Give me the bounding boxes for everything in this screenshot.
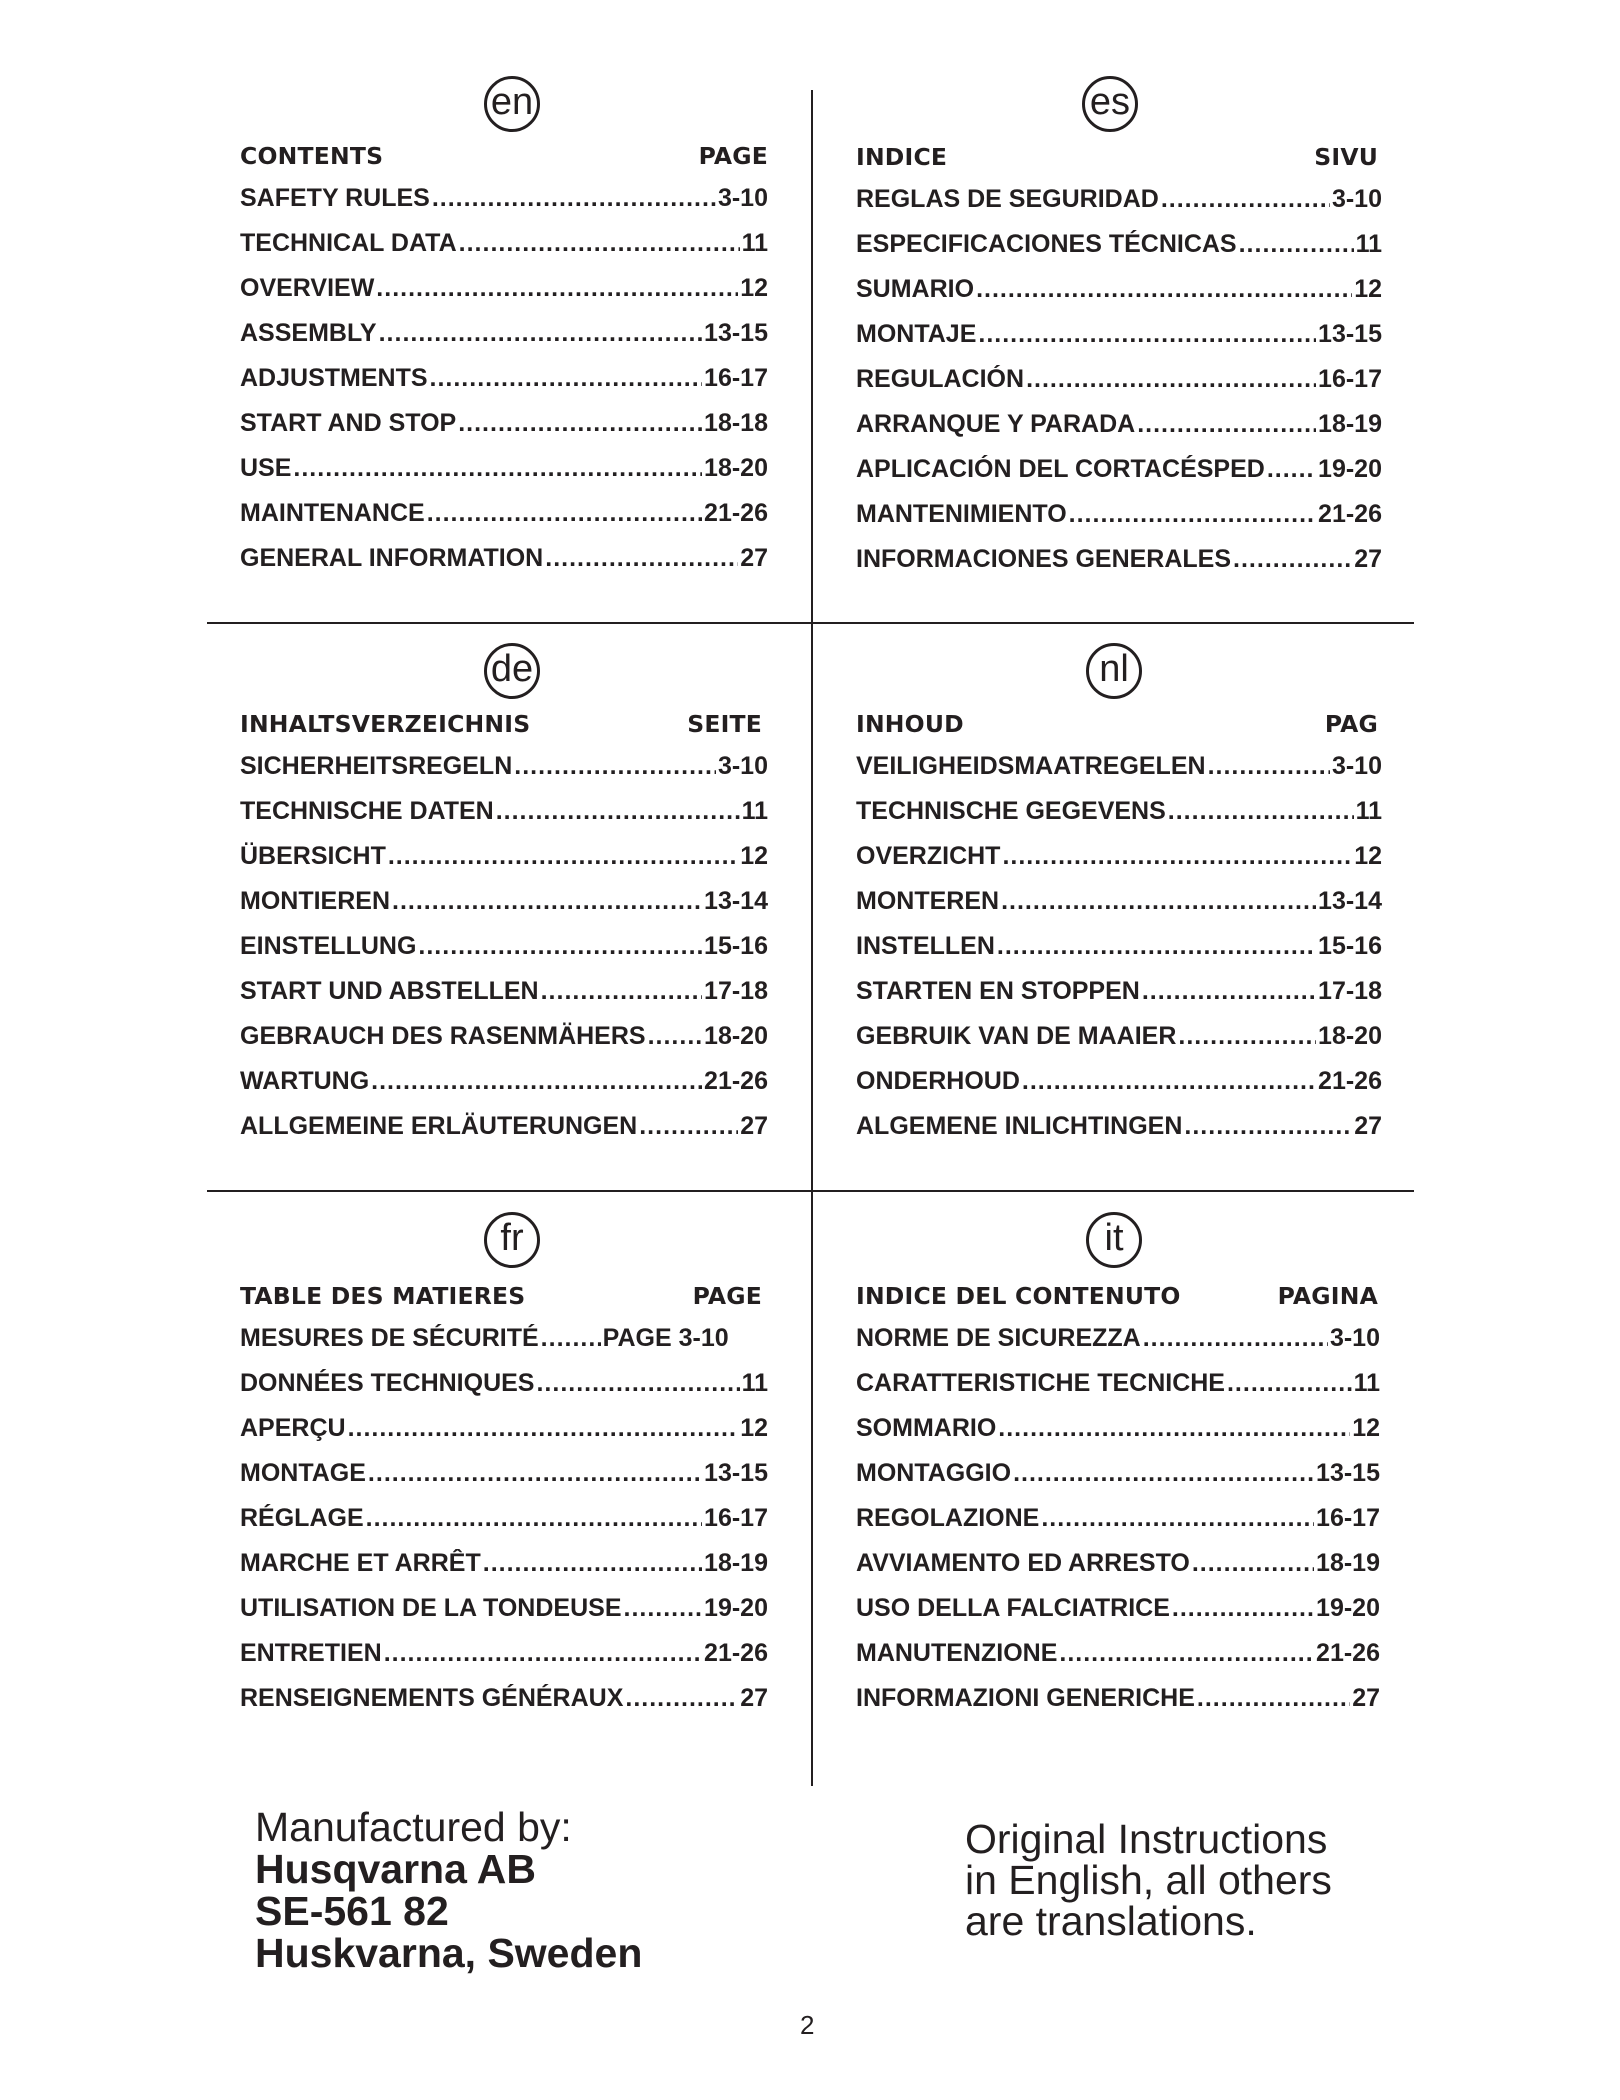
toc-entries bbox=[240, 184, 768, 589]
language-badge-it-icon: it bbox=[1086, 1212, 1142, 1268]
toc-entry: EINSTELLUNG ..... 15-16 bbox=[240, 932, 768, 977]
toc-entry: ÜBERSICHT ..... 12 bbox=[240, 842, 768, 887]
toc-entries bbox=[856, 752, 1382, 1157]
language-badge-nl-icon: nl bbox=[1086, 643, 1142, 699]
toc-entry: ESPECIFICACIONES TÉCNICAS ..... 11 bbox=[856, 230, 1382, 275]
toc-entry: RÉGLAGE ..... 16-17 bbox=[240, 1504, 768, 1549]
manufacturer-label: Manufactured by: bbox=[255, 1804, 572, 1850]
toc-entry: AVVIAMENTO ED ARRESTO ..... 18-19 bbox=[856, 1549, 1380, 1594]
toc-page-label: PAGINA bbox=[1277, 1282, 1378, 1310]
note-line-3: are translations. bbox=[965, 1898, 1257, 1944]
language-badge-es-icon: es bbox=[1082, 76, 1138, 132]
toc-page-label: SIVU bbox=[1314, 143, 1378, 171]
toc-entry: USO DELLA FALCIATRICE ..... 19-20 bbox=[856, 1594, 1380, 1639]
toc-entry: ENTRETIEN ..... 21-26 bbox=[240, 1639, 768, 1684]
toc-entry: START AND STOP ..... 18-18 bbox=[240, 409, 768, 454]
toc-entry: ADJUSTMENTS ..... 16-17 bbox=[240, 364, 768, 409]
toc-entries bbox=[856, 185, 1382, 590]
toc-entry: RENSEIGNEMENTS GÉNÉRAUX ..... 27 bbox=[240, 1684, 768, 1729]
toc-page-label: SEITE bbox=[687, 710, 762, 738]
toc-entry: MAINTENANCE ..... 21-26 bbox=[240, 499, 768, 544]
toc-page-label: PAGE bbox=[692, 1282, 762, 1310]
toc-entry: UTILISATION DE LA TONDEUSE ..... 19-20 bbox=[240, 1594, 768, 1639]
toc-section-es bbox=[856, 76, 1384, 596]
toc-title: CONTENTS bbox=[240, 142, 384, 170]
toc-entry: ALLGEMEINE ERLÄUTERUNGEN ..... 27 bbox=[240, 1112, 768, 1157]
toc-entry: GEBRUIK VAN DE MAAIER ..... 18-20 bbox=[856, 1022, 1382, 1067]
toc-section-en bbox=[240, 76, 768, 596]
toc-section-it bbox=[856, 1212, 1384, 1732]
toc-section-nl bbox=[856, 643, 1384, 1163]
toc-entry: ONDERHOUD ..... 21-26 bbox=[856, 1067, 1382, 1112]
row-divider-1 bbox=[207, 622, 1414, 624]
toc-section-de bbox=[240, 643, 768, 1163]
manufacturer-info bbox=[255, 1806, 642, 1974]
toc-entry: APERÇU ..... 12 bbox=[240, 1414, 768, 1459]
toc-entry: MESURES DE SÉCURITÉ ..... PAGE 3-10 bbox=[240, 1324, 768, 1369]
toc-entry: SICHERHEITSREGELN ..... 3-10 bbox=[240, 752, 768, 797]
toc-entries bbox=[240, 1324, 768, 1729]
row-divider-2 bbox=[207, 1190, 1414, 1192]
toc-entry: CARATTERISTICHE TECNICHE ..... 11 bbox=[856, 1369, 1380, 1414]
toc-entry: ASSEMBLY ..... 13-15 bbox=[240, 319, 768, 364]
toc-entry: TECHNICAL DATA ..... 11 bbox=[240, 229, 768, 274]
toc-entry: MARCHE ET ARRÊT ..... 18-19 bbox=[240, 1549, 768, 1594]
toc-entry: INFORMAZIONI GENERICHE ..... 27 bbox=[856, 1684, 1380, 1729]
toc-entry: USE ..... 18-20 bbox=[240, 454, 768, 499]
language-badge-en-icon: en bbox=[484, 76, 540, 132]
toc-entry: OVERVIEW ..... 12 bbox=[240, 274, 768, 319]
toc-entry: INSTELLEN ..... 15-16 bbox=[856, 932, 1382, 977]
column-divider-top bbox=[811, 90, 813, 623]
toc-entry: REGOLAZIONE ..... 16-17 bbox=[856, 1504, 1380, 1549]
language-badge-fr-icon: fr bbox=[484, 1212, 540, 1268]
toc-title: TABLE DES MATIERES bbox=[240, 1282, 526, 1310]
toc-entry: GENERAL INFORMATION ..... 27 bbox=[240, 544, 768, 589]
toc-entries bbox=[856, 1324, 1380, 1729]
manufacturer-postcode: SE-561 82 bbox=[255, 1888, 449, 1934]
toc-title: INHOUD bbox=[856, 710, 964, 738]
manufacturer-city: Huskvarna, Sweden bbox=[255, 1930, 643, 1976]
toc-entry: NORME DE SICUREZZA ..... 3-10 bbox=[856, 1324, 1380, 1369]
toc-header bbox=[240, 1282, 762, 1310]
toc-entry: ALGEMENE INLICHTINGEN ..... 27 bbox=[856, 1112, 1382, 1157]
page-number: 2 bbox=[800, 2010, 815, 2040]
original-instructions-note bbox=[965, 1816, 1332, 1944]
toc-header bbox=[856, 1282, 1378, 1310]
toc-header bbox=[240, 142, 768, 170]
note-line-1: Original Instructions bbox=[965, 1816, 1328, 1862]
toc-entry: MANTENIMIENTO ..... 21-26 bbox=[856, 500, 1382, 545]
toc-entry: MONTAJE ..... 13-15 bbox=[856, 320, 1382, 365]
toc-section-fr bbox=[240, 1212, 768, 1732]
toc-entries bbox=[240, 752, 768, 1157]
toc-entry: MONTEREN ..... 13-14 bbox=[856, 887, 1382, 932]
toc-entry: MONTAGGIO ..... 13-15 bbox=[856, 1459, 1380, 1504]
toc-entry: VEILIGHEIDSMAATREGELEN ..... 3-10 bbox=[856, 752, 1382, 797]
toc-entry: MONTIEREN ..... 13-14 bbox=[240, 887, 768, 932]
note-line-2: in English, all others bbox=[965, 1857, 1332, 1903]
manufacturer-company: Husqvarna AB bbox=[255, 1846, 536, 1892]
toc-title: INHALTSVERZEICHNIS bbox=[240, 710, 531, 738]
toc-entry: WARTUNG ..... 21-26 bbox=[240, 1067, 768, 1112]
toc-entry: ARRANQUE Y PARADA ..... 18-19 bbox=[856, 410, 1382, 455]
toc-entry: SUMARIO ..... 12 bbox=[856, 275, 1382, 320]
toc-entry: REGLAS DE SEGURIDAD ..... 3-10 bbox=[856, 185, 1382, 230]
toc-entry: REGULACIÓN ..... 16-17 bbox=[856, 365, 1382, 410]
toc-entry: START UND ABSTELLEN ..... 17-18 bbox=[240, 977, 768, 1022]
toc-entry: STARTEN EN STOPPEN ..... 17-18 bbox=[856, 977, 1382, 1022]
toc-entry: GEBRAUCH DES RASENMÄHERS ..... 18-20 bbox=[240, 1022, 768, 1067]
column-divider-middle bbox=[811, 623, 813, 1191]
toc-entry: MANUTENZIONE ..... 21-26 bbox=[856, 1639, 1380, 1684]
toc-entry: SOMMARIO ..... 12 bbox=[856, 1414, 1380, 1459]
toc-entry: TECHNISCHE DATEN ..... 11 bbox=[240, 797, 768, 842]
toc-entry: APLICACIÓN DEL CORTACÉSPED ..... 19-20 bbox=[856, 455, 1382, 500]
toc-entry: INFORMACIONES GENERALES ..... 27 bbox=[856, 545, 1382, 590]
toc-header bbox=[856, 710, 1378, 738]
column-divider-bottom bbox=[811, 1191, 813, 1786]
toc-entry: MONTAGE ..... 13-15 bbox=[240, 1459, 768, 1504]
toc-entry: TECHNISCHE GEGEVENS ..... 11 bbox=[856, 797, 1382, 842]
toc-entry: SAFETY RULES ..... 3-10 bbox=[240, 184, 768, 229]
toc-header bbox=[240, 710, 762, 738]
toc-entry: DONNÉES TECHNIQUES ..... 11 bbox=[240, 1369, 768, 1414]
toc-page-label: PAG bbox=[1324, 710, 1378, 738]
toc-title: INDICE bbox=[856, 143, 948, 171]
language-badge-de-icon: de bbox=[484, 643, 540, 699]
toc-title: INDICE DEL CONTENUTO bbox=[856, 1282, 1181, 1310]
toc-entry: OVERZICHT ..... 12 bbox=[856, 842, 1382, 887]
toc-header bbox=[856, 143, 1378, 171]
toc-page-label: PAGE bbox=[698, 142, 768, 170]
